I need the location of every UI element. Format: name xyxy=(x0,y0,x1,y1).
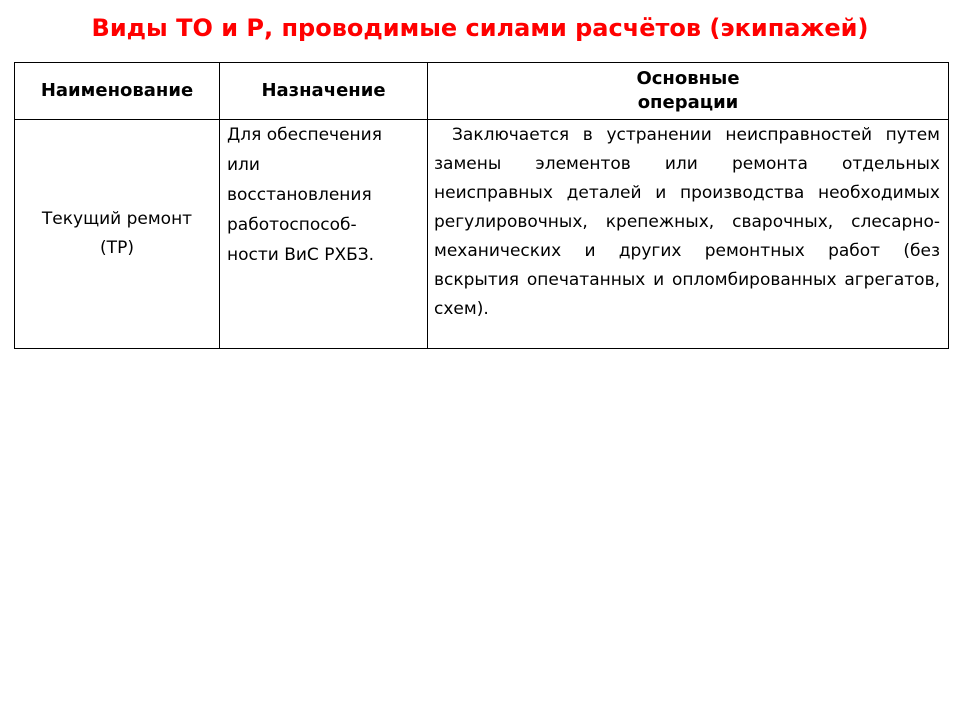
table-header-row xyxy=(15,63,949,120)
cell-operations-text: Заключается в устранении неисправностей путем замены элементов или ремонта отдельных неисправных деталей и производства необходимых регулировочных, крепежных, сварочных, слесарно-механических и других ремонтных работ (без вскрытия опечатанных и опломбированных агрегатов, схем). xyxy=(434,125,940,319)
column-header-operations-line2: операции xyxy=(637,92,739,113)
cell-purpose-line: Для обеспечения xyxy=(227,125,382,145)
cell-name-line2: (ТР) xyxy=(100,238,134,258)
cell-purpose-line: восстановления xyxy=(227,185,372,205)
cell-purpose-line: или xyxy=(227,155,260,175)
cell-purpose-line: ности ВиС РХБЗ. xyxy=(227,245,375,265)
column-header-purpose xyxy=(220,63,428,120)
column-header-operations xyxy=(428,63,949,120)
column-header-operations-line1: Основные xyxy=(636,68,740,89)
column-header-purpose-label: Назначение xyxy=(261,80,386,101)
maintenance-types-table xyxy=(14,62,949,349)
column-header-name-label: Наименование xyxy=(40,80,194,101)
cell-name xyxy=(15,120,220,349)
column-header-name xyxy=(15,63,220,120)
cell-purpose-line: работоспособ- xyxy=(227,215,357,235)
cell-operations xyxy=(428,120,949,349)
page-title: Виды ТО и Р, проводимые силами расчётов (экипажей) xyxy=(91,14,869,42)
table-row xyxy=(15,120,949,349)
cell-name-line1: Текущий ремонт xyxy=(41,209,193,229)
cell-purpose xyxy=(220,120,428,349)
